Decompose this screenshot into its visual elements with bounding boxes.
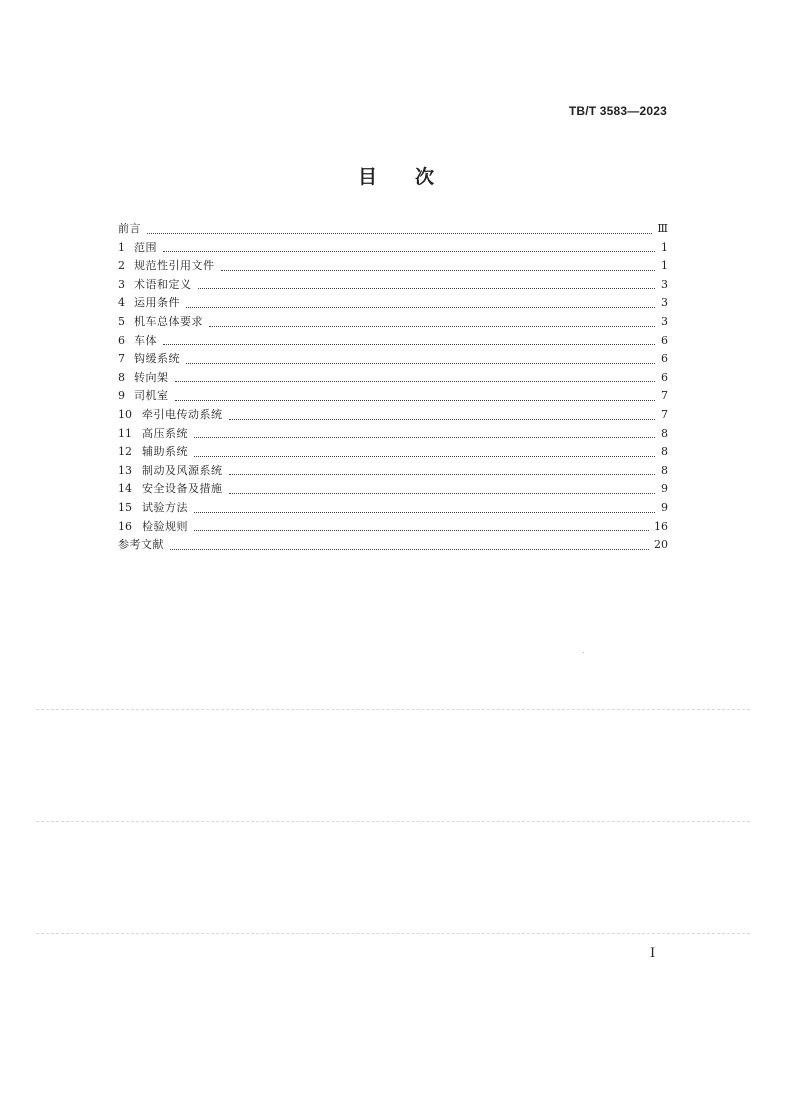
toc-entry-number: 11 — [118, 426, 132, 440]
leader-dots — [175, 399, 656, 401]
toc-entry-page: 8 — [661, 463, 668, 477]
toc-entry-page: 7 — [661, 407, 668, 421]
leader-dots — [175, 380, 656, 382]
toc-entry-label: 司机室 — [134, 389, 169, 403]
toc-entry-number: 8 — [118, 370, 125, 384]
toc-entry-page: 3 — [661, 277, 668, 291]
toc-entry-6[interactable] — [118, 332, 668, 351]
toc-entry-page: 9 — [661, 500, 668, 514]
leader-dots — [229, 473, 656, 475]
toc-entry-bibliography[interactable] — [118, 536, 668, 555]
leader-dots — [198, 287, 656, 289]
leader-dots — [194, 511, 655, 513]
leader-dots — [194, 455, 655, 457]
toc-entry-number: 4 — [118, 296, 125, 310]
toc-entry-number: 16 — [118, 519, 132, 533]
toc-entry-label: 转向架 — [134, 370, 169, 384]
toc-entry-10[interactable] — [118, 406, 668, 425]
toc-entry-foreword[interactable] — [118, 220, 668, 239]
toc-entry-page: 20 — [654, 538, 668, 552]
toc-entry-label: 前言 — [118, 222, 141, 235]
toc-entry-3[interactable] — [118, 276, 668, 295]
toc-entry-13[interactable] — [118, 462, 668, 481]
toc-entry-page: 3 — [661, 314, 668, 328]
toc-entry-page: Ⅲ — [657, 222, 668, 235]
toc-entry-1[interactable] — [118, 239, 668, 258]
toc-entry-label: 制动及风源系统 — [142, 463, 223, 477]
toc-entry-label: 检验规则 — [142, 519, 188, 533]
leader-dots — [163, 250, 655, 252]
toc-entry-page: 7 — [661, 389, 668, 403]
toc-entry-page: 1 — [661, 259, 668, 273]
toc-entry-2[interactable] — [118, 257, 668, 276]
toc-entry-page: 6 — [661, 333, 668, 347]
toc-entry-label: 车体 — [134, 333, 157, 347]
leader-dots — [209, 325, 655, 327]
leader-dots — [221, 269, 656, 271]
divider-line — [36, 821, 750, 822]
toc-entry-page: 16 — [654, 519, 668, 533]
toc-entry-label: 高压系统 — [142, 426, 188, 440]
toc-entry-page: 3 — [661, 296, 668, 310]
toc-entry-15[interactable] — [118, 499, 668, 518]
scan-speck — [583, 652, 584, 653]
leader-dots — [194, 436, 655, 438]
toc-entry-14[interactable] — [118, 480, 668, 499]
toc-entry-8[interactable] — [118, 369, 668, 388]
leader-dots — [194, 529, 649, 531]
toc-entry-label: 试验方法 — [142, 500, 188, 514]
toc-entry-number: 2 — [118, 259, 125, 273]
toc-entry-number: 5 — [118, 314, 125, 328]
leader-dots — [186, 362, 655, 364]
leader-dots — [163, 343, 655, 345]
toc-entry-number: 3 — [118, 277, 125, 291]
toc-entry-label: 辅助系统 — [142, 445, 188, 459]
toc-entry-number: 12 — [118, 445, 132, 459]
toc-entry-label: 规范性引用文件 — [134, 259, 215, 273]
table-of-contents — [118, 220, 668, 555]
leader-dots — [229, 492, 656, 494]
divider-line — [36, 709, 750, 710]
toc-entry-page: 8 — [661, 426, 668, 440]
toc-entry-number: 10 — [118, 407, 132, 421]
toc-entry-number: 6 — [118, 333, 125, 347]
toc-entry-16[interactable] — [118, 518, 668, 537]
toc-entry-page: 8 — [661, 445, 668, 459]
toc-entry-page: 9 — [661, 482, 668, 496]
toc-entry-number: 15 — [118, 500, 132, 514]
title-char-2: 次 — [415, 166, 435, 188]
toc-entry-number: 7 — [118, 352, 125, 366]
toc-entry-page: 6 — [661, 352, 668, 366]
standard-code: TB/T 3583—2023 — [568, 104, 667, 118]
toc-entry-number: 9 — [118, 389, 125, 403]
toc-entry-7[interactable] — [118, 350, 668, 369]
toc-entry-label: 范围 — [134, 240, 157, 254]
toc-entry-label: 运用条件 — [134, 296, 180, 310]
toc-entry-5[interactable] — [118, 313, 668, 332]
toc-entry-label: 牵引电传动系统 — [142, 407, 223, 421]
toc-entry-9[interactable] — [118, 387, 668, 406]
toc-entry-label: 钩缓系统 — [134, 352, 180, 366]
toc-entry-number: 1 — [118, 240, 125, 254]
title-char-1: 目 — [357, 166, 377, 188]
toc-entry-label: 机车总体要求 — [134, 314, 203, 328]
divider-line — [36, 933, 750, 934]
toc-entry-12[interactable] — [118, 443, 668, 462]
toc-entry-label: 安全设备及措施 — [142, 482, 223, 496]
page-title — [0, 162, 792, 189]
toc-entry-number: 14 — [118, 482, 132, 496]
toc-entry-label: 参考文献 — [118, 538, 164, 552]
toc-entry-11[interactable] — [118, 425, 668, 444]
leader-dots — [147, 232, 652, 234]
toc-entry-page: 1 — [661, 240, 668, 254]
leader-dots — [186, 306, 655, 308]
toc-entry-label: 术语和定义 — [134, 277, 192, 291]
toc-entry-4[interactable] — [118, 294, 668, 313]
leader-dots — [170, 548, 649, 550]
leader-dots — [229, 418, 656, 420]
toc-entry-page: 6 — [661, 370, 668, 384]
toc-entry-number: 13 — [118, 463, 132, 477]
page-number: I — [650, 946, 656, 961]
